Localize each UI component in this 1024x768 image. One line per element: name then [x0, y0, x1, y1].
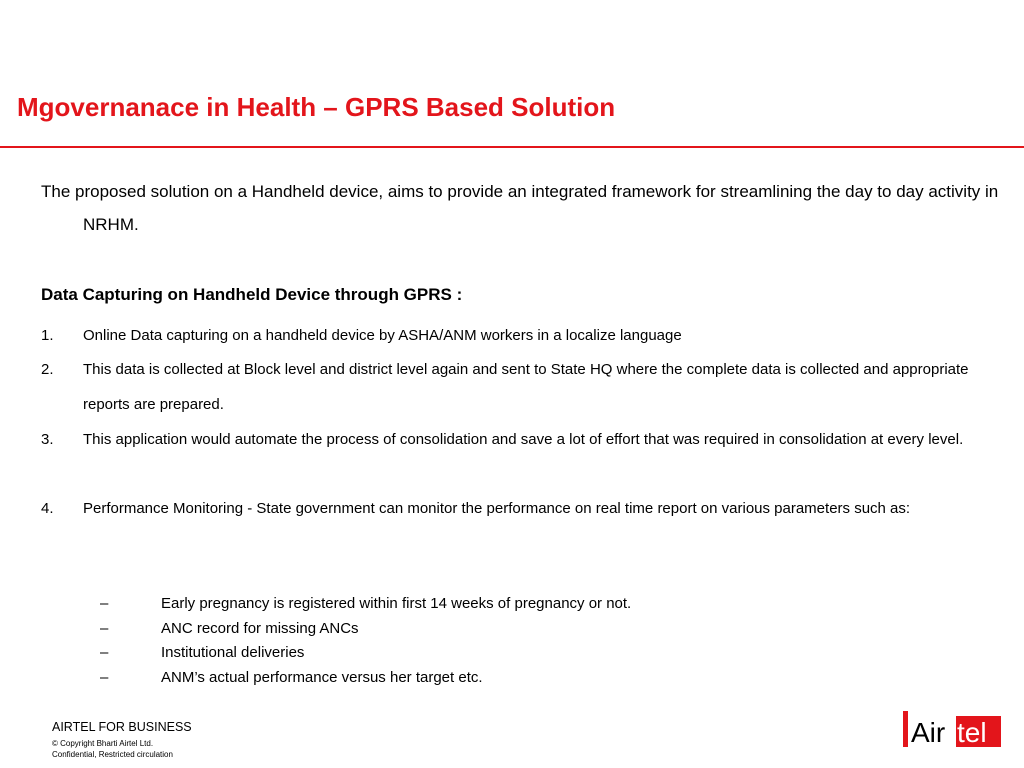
logo-text-tel: tel: [957, 717, 987, 747]
list-item-text: Online Data capturing on a handheld device by ASHA/ANM workers in a localize language: [83, 327, 682, 344]
parameter-text: ANM’s actual performance versus her target etc.: [161, 668, 483, 686]
list-item-number: 1.: [41, 327, 54, 344]
list-item-number: 4.: [41, 500, 54, 517]
footer-copyright: [52, 738, 173, 760]
dash-bullet: –: [100, 619, 109, 637]
list-item: [41, 352, 971, 422]
dash-bullet: –: [100, 595, 109, 612]
list-item-text: This data is collected at Block level and district level again and sent to State HQ where the complete data is collected and appropriate reports are prepared.: [83, 361, 969, 413]
logo-text-air: Air: [911, 717, 946, 747]
title-divider: [0, 146, 1024, 148]
dash-bullet: –: [100, 644, 109, 661]
list-item-text: This application would automate the process of consolidation and save a lot of effort that was required in consolidation at every level.: [83, 431, 964, 448]
list-item: [41, 422, 971, 457]
list-item-text: Performance Monitoring - State government can monitor the performance on real time report on various parameters such as:: [83, 500, 911, 517]
intro-paragraph: The proposed solution on a Handheld device, aims to provide an integrated framework for streamlining the day to day activity in NRHM.: [41, 182, 999, 234]
list-item: [41, 318, 971, 353]
list-item-number: 2.: [41, 361, 54, 378]
airtel-logo-icon: [903, 711, 1001, 747]
section-subheading: Data Capturing on Handheld Device through GPRS :: [41, 285, 463, 304]
dash-bullet: –: [100, 668, 109, 686]
parameter-text: Early pregnancy is registered within first 14 weeks of pregnancy or not.: [161, 595, 632, 612]
parameter-text: ANC record for missing ANCs: [161, 619, 359, 637]
parameter-text: Institutional deliveries: [161, 644, 305, 661]
footer-brand: AIRTEL FOR BUSINESS: [52, 720, 192, 734]
logo-red-stripe: [903, 711, 908, 747]
list-item-number: 3.: [41, 431, 54, 448]
list-item: [41, 491, 971, 526]
slide-title: Mgovernanace in Health – GPRS Based Solution: [17, 92, 616, 122]
confidential-line: Confidential, Restricted circulation: [52, 750, 173, 759]
copyright-line: © Copyright Bharti Airtel Ltd.: [52, 739, 154, 748]
